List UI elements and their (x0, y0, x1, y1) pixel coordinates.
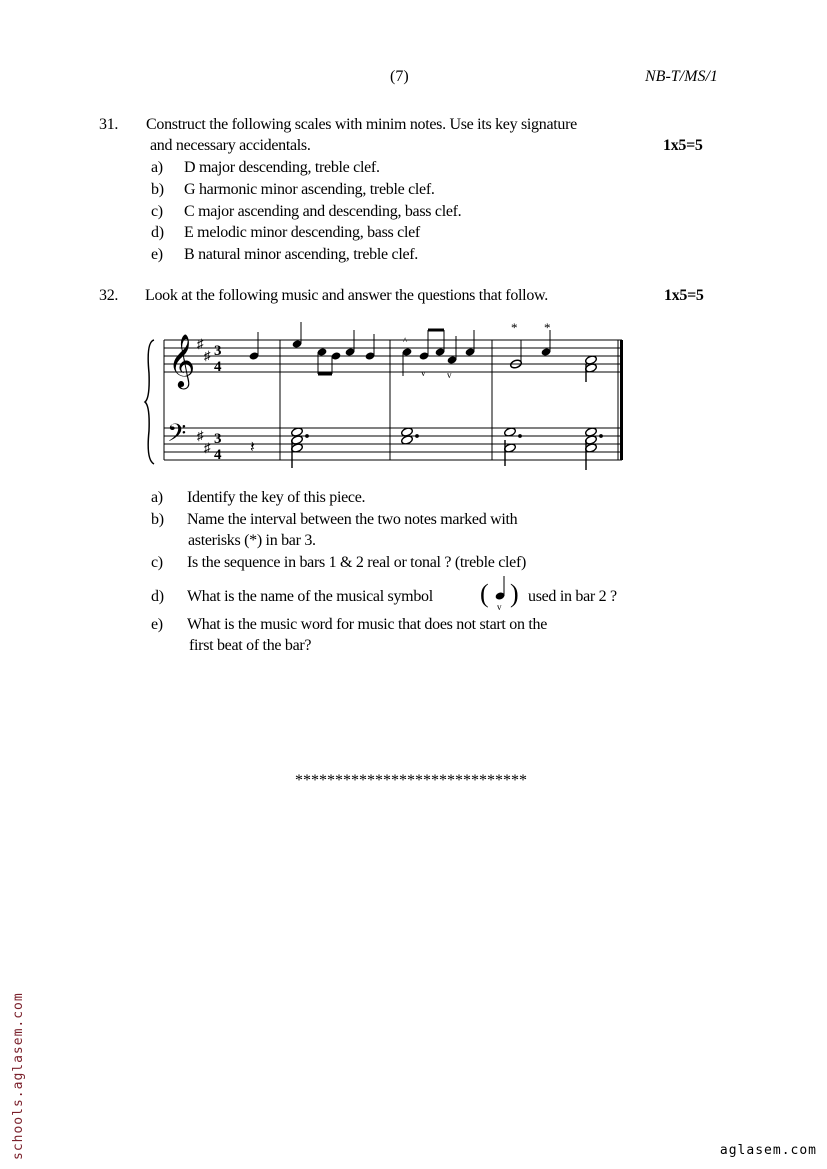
item-label: d) (151, 224, 164, 241)
sharp-icon: ♯ (197, 336, 204, 351)
item-label: a) (151, 489, 163, 506)
chord (291, 427, 309, 468)
question-text-line2: and necessary accidentals. (150, 137, 311, 154)
music-score (140, 318, 640, 478)
brace (145, 340, 154, 464)
item-text-cont: first beat of the bar? (189, 637, 312, 654)
end-marker: ***************************** (295, 772, 527, 789)
time-signature-bottom: 4 (214, 359, 222, 375)
chord (585, 355, 598, 382)
final-barline (620, 340, 623, 460)
item-text: Name the interval between the two notes marked with (187, 511, 518, 528)
question-text-line1: Construct the following scales with minim notes. Use its key signature (146, 116, 577, 133)
question-marks: 1x5=5 (663, 137, 703, 154)
treble-staff (164, 340, 622, 372)
item-label: e) (151, 246, 163, 263)
item-text: Identify the key of this piece. (187, 489, 366, 506)
svg-text:v: v (447, 370, 452, 380)
accent-icon: ^ (403, 336, 408, 346)
sharp-icon: ♯ (204, 348, 211, 363)
item-label: c) (151, 554, 163, 571)
accent-symbol-icon (480, 574, 522, 614)
question-text: Look at the following music and answer the questions that follow. (145, 287, 548, 304)
rest-icon: 𝄽 (250, 439, 255, 456)
time-signature-top: 3 (214, 343, 222, 359)
question-marks: 1x5=5 (664, 287, 704, 304)
note-group (419, 330, 446, 378)
item-text: D major descending, treble clef. (184, 159, 380, 176)
sharp-icon: ♯ (204, 440, 211, 455)
item-text: Is the sequence in bars 1 & 2 real or tonal ? (treble clef) (187, 554, 527, 571)
note-group (317, 347, 342, 374)
page-number: (7) (390, 68, 409, 85)
item-label: a) (151, 159, 163, 176)
sharp-icon: ♯ (197, 428, 204, 443)
svg-text:(: ( (480, 579, 489, 608)
item-label: d) (151, 588, 164, 605)
item-text: G harmonic minor ascending, treble clef. (184, 181, 435, 198)
item-text: What is the name of the musical symbol (187, 588, 433, 605)
item-text: E melodic minor descending, bass clef (184, 224, 420, 241)
bass-clef-icon: 𝄢 (167, 420, 187, 453)
chord (401, 427, 419, 445)
time-signature-top: 3 (214, 431, 222, 447)
item-label: b) (151, 511, 164, 528)
asterisk: * (511, 320, 518, 335)
question-number: 32. (99, 287, 119, 304)
svg-text:v: v (421, 368, 426, 378)
watermark-corner: aglasem.com (719, 1143, 817, 1158)
barlines (164, 340, 618, 460)
item-label: c) (151, 203, 163, 220)
item-text: B natural minor ascending, treble clef. (184, 246, 418, 263)
svg-text:v: v (497, 602, 502, 612)
note (249, 332, 260, 361)
note (465, 330, 476, 357)
note (447, 336, 458, 380)
watermark-side: schools.aglasem.com (11, 992, 26, 1160)
asterisk: * (544, 320, 551, 335)
item-text: C major ascending and descending, bass clef. (184, 203, 462, 220)
svg-text:): ) (510, 579, 519, 608)
note (510, 340, 523, 369)
item-label: e) (151, 616, 163, 633)
item-label: b) (151, 181, 164, 198)
item-text-after: used in bar 2 ? (528, 588, 617, 605)
paper-code: NB-T/MS/1 (645, 68, 718, 85)
chord (585, 427, 603, 470)
time-signature-bottom: 4 (214, 447, 222, 463)
treble-clef-icon: 𝄞 (168, 335, 196, 386)
item-text: What is the music word for music that does not start on the (187, 616, 548, 633)
note (365, 334, 376, 361)
note (345, 330, 356, 357)
item-text-cont: asterisks (*) in bar 3. (188, 532, 316, 549)
question-number: 31. (99, 116, 119, 133)
bass-staff (164, 428, 622, 460)
note (292, 322, 303, 349)
